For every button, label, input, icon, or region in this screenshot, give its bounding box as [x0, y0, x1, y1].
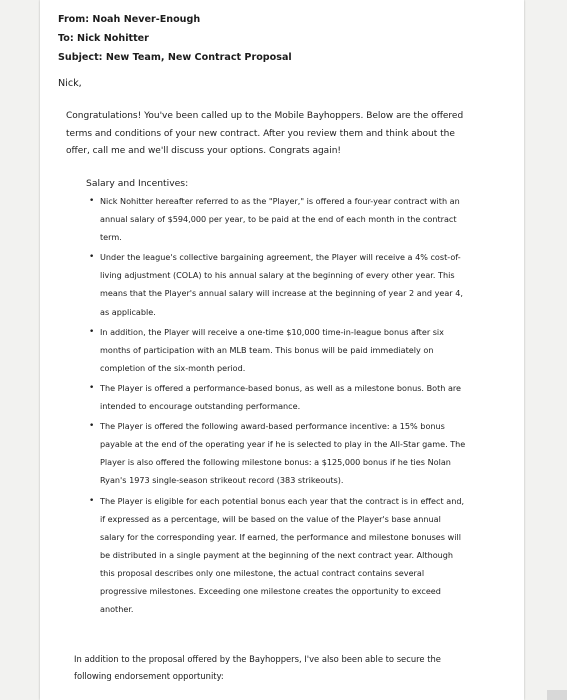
- term-text: The Player is offered the following award-based performance incentive: a 15% bonus payable at the end of the operating year if he is selected to play in the All-Star game. The Player is also offered the following milestone bonus: a $125,000 bonus if he ties Nolan Ryan's 1973 single-season strikeout record (383 strikeouts).: [100, 421, 466, 486]
- email-document: [40, 0, 524, 700]
- bullet-icon: •: [89, 326, 95, 337]
- from-line: From: Noah Never-Enough: [58, 14, 201, 25]
- terms-heading: Salary and Incentives:: [86, 178, 189, 189]
- term-item: [86, 417, 466, 489]
- email-header: [58, 10, 292, 67]
- bullet-icon: •: [89, 252, 95, 263]
- bullet-icon: •: [89, 495, 95, 506]
- term-item: [86, 379, 466, 415]
- term-item: [86, 192, 466, 246]
- term-text: Under the league's collective bargaining agreement, the Player will receive a 4% cost-of-living adjustment (COLA) to his annual salary at the beginning of every other year. This means that the Player's annual salary will increase at the beginning of year 2 and year 4, as applicable.: [100, 252, 463, 317]
- term-item: [86, 323, 466, 377]
- bullet-icon: •: [89, 421, 95, 432]
- salutation: Nick,: [58, 78, 82, 89]
- terms-list: [86, 192, 466, 618]
- term-item: [86, 248, 466, 320]
- term-text: In addition, the Player will receive a one-time $10,000 time-in-league bonus after six months of participation with an MLB team. This bonus will be paid immediately on completion of the six-month period.: [100, 326, 444, 373]
- term-item: [86, 492, 466, 619]
- term-text: The Player is eligible for each potential bonus each year that the contract is in effect and, if expressed as a percentage, will be based on the value of the Player's base annual salary for the corresponding year. If earned, the performance and milestone bonuses will be distributed in a single payment at the beginning of the next contract year. Although this proposal describes only one milestone, the actual contract contains several progressive milestones. Exceeding one milestone creates the opportunity to exceed another.: [100, 495, 465, 615]
- closing-paragraph: In addition to the proposal offered by the Bayhoppers, I've also been able to secure the following endorsement opportunity:: [74, 654, 441, 681]
- term-text: Nick Nohitter hereafter referred to as the "Player," is offered a four-year contract with an annual salary of $594,000 per year, to be paid at the end of each month in the contract term.: [100, 196, 460, 243]
- bullet-icon: •: [89, 382, 95, 393]
- term-text: The Player is offered a performance-based bonus, as well as a milestone bonus. Both are intended to encourage outstanding performance.: [100, 382, 462, 412]
- bullet-icon: •: [89, 196, 95, 206]
- subject-line: Subject: New Team, New Contract Proposal: [58, 52, 292, 63]
- scrollbar-corner[interactable]: [547, 690, 567, 700]
- to-line: To: Nick Nohitter: [58, 33, 149, 44]
- intro-paragraph: Congratulations! You've been called up to the Mobile Bayhoppers. Below are the offered terms and conditions of your new contract. After you review them and think about the offer, call me and we'll discuss your options. Congrats again!: [66, 111, 464, 156]
- terms-section: [86, 178, 466, 620]
